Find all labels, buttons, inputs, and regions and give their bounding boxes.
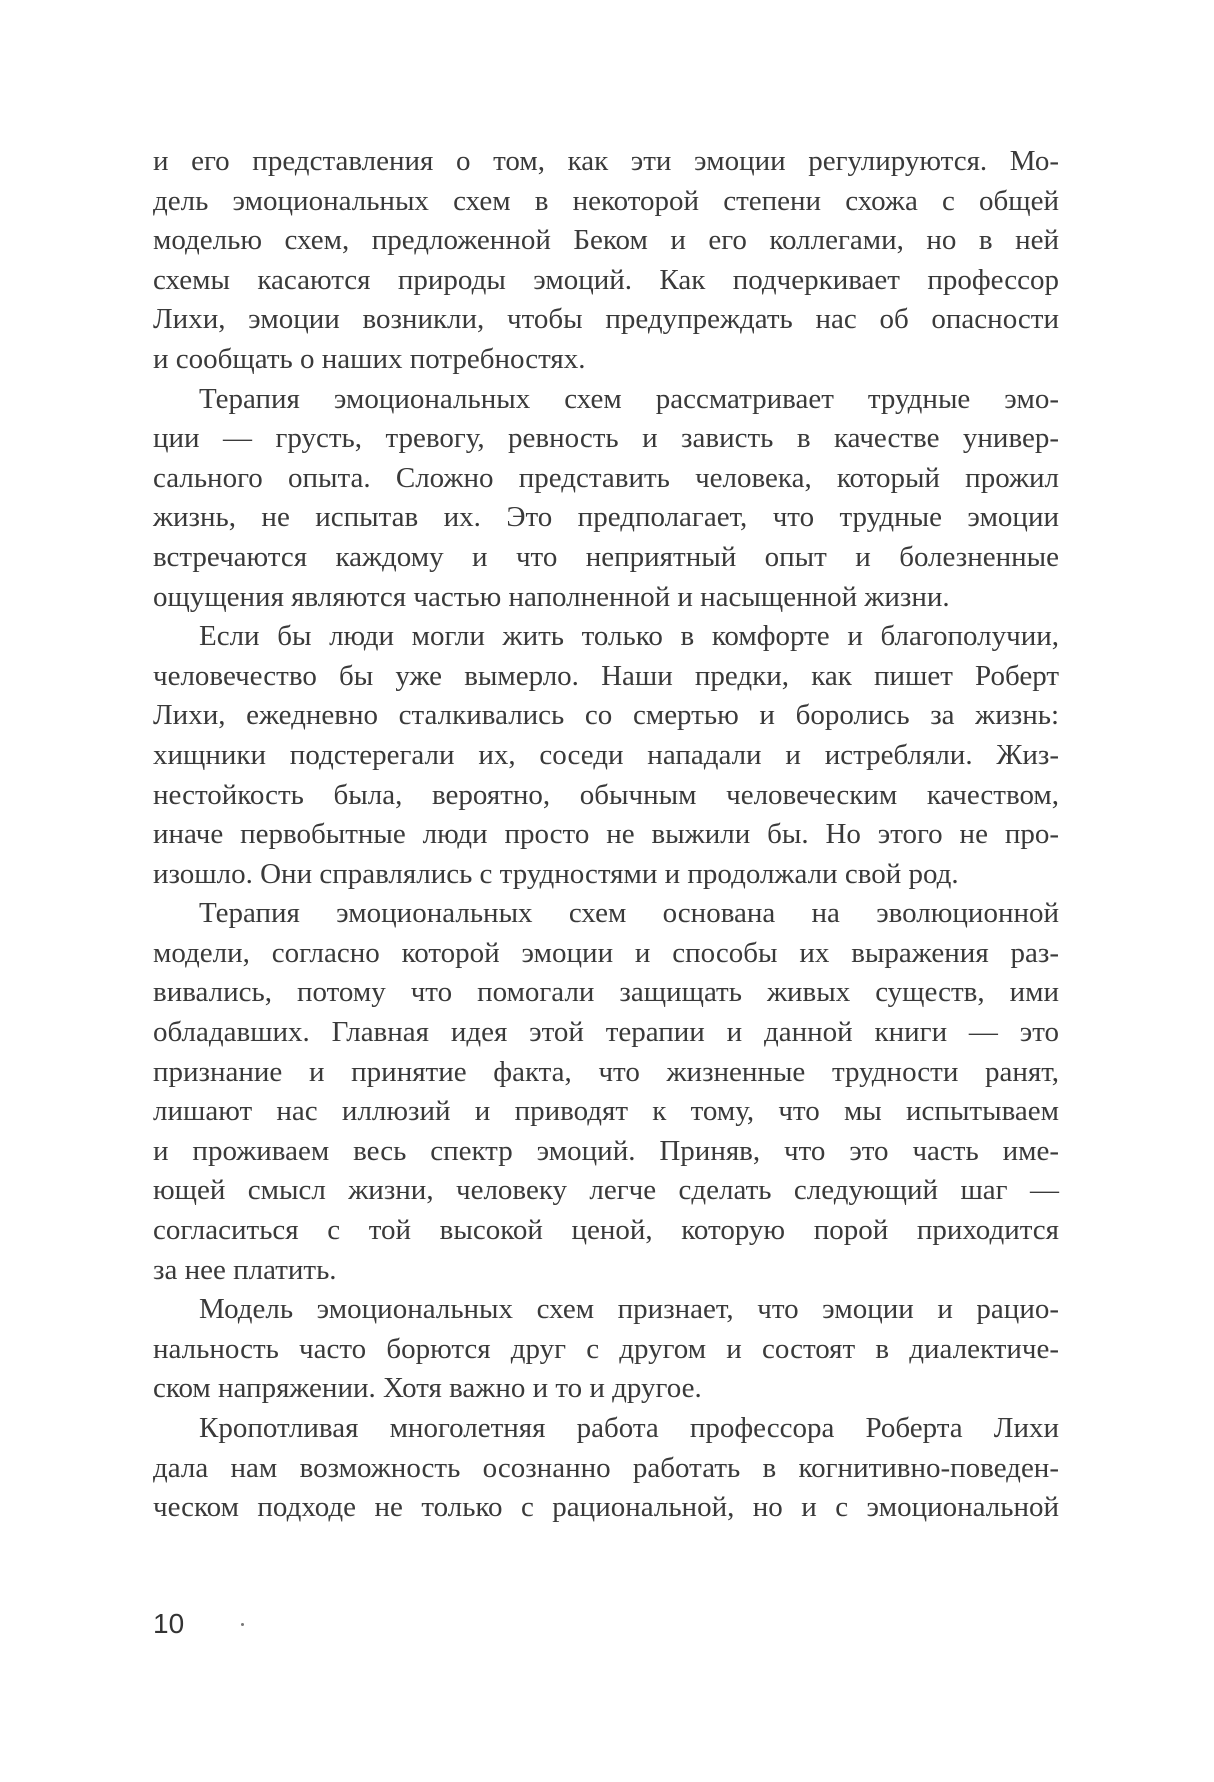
paragraph-first-line: Кропотливая многолетняя работа профессора Роберта Лихи xyxy=(199,1412,1059,1444)
text-line: ции — грусть, тревогу, ревность и зависть в качестве универ- xyxy=(153,422,1059,455)
text-line: вивались, потому что помогали защищать живых существ, ими xyxy=(153,976,1059,1009)
text-line: иначе первобытные люди просто не выжили бы. Но этого не про- xyxy=(153,818,1059,851)
text-line: ющей смысл жизни, человеку легче сделать следующий шаг — xyxy=(153,1174,1059,1207)
text-line: изошло. Они справлялись с трудностями и продолжали свой род. xyxy=(153,857,959,890)
text-line: ческом подходе не только с рациональной, но и с эмоциональной xyxy=(153,1491,1059,1524)
text-line: модели, согласно которой эмоции и способы их выражения раз- xyxy=(153,936,1059,969)
text-line: хищники подстерегали их, соседи нападали и истребляли. Жиз- xyxy=(153,738,1059,771)
paragraph-first-line: Модель эмоциональных схем признает, что эмоции и рацио- xyxy=(199,1293,1059,1326)
text-line: согласиться с той высокой ценой, которую порой приходится xyxy=(153,1214,1059,1247)
text-line: лишают нас иллюзий и приводят к тому, что мы испытываем xyxy=(153,1095,1059,1128)
text-line: нестойкость была, вероятно, обычным человеческим качеством, xyxy=(153,778,1059,811)
page-number: 10 xyxy=(153,1608,185,1639)
text-line: признание и принятие факта, что жизненные трудности ранят, xyxy=(153,1055,1059,1088)
scan-speck xyxy=(241,1623,244,1626)
paragraph-first-line: Терапия эмоциональных схем основана на эволюционной xyxy=(199,897,1059,930)
text-line: дель эмоциональных схем в некоторой степени схожа с общей xyxy=(153,184,1059,217)
body-text xyxy=(153,142,1059,1528)
paragraph-first-line: Если бы люди могли жить только в комфорте и благополучии, xyxy=(199,620,1059,653)
text-line: и его представления о том, как эти эмоции регулируются. Мо- xyxy=(153,145,1059,177)
text-line: ском напряжении. Хотя важно и то и другое. xyxy=(153,1372,702,1405)
text-line: сального опыта. Сложно представить человека, который прожил xyxy=(153,461,1059,494)
text-line: за нее платить. xyxy=(153,1253,337,1286)
text-line: Лихи, ежедневно сталкивались со смертью и боролись за жизнь: xyxy=(153,699,1059,732)
text-line: Лихи, эмоции возникли, чтобы предупреждать нас об опасности xyxy=(153,303,1059,336)
text-line: нальность часто борются друг с другом и состоят в диалектиче- xyxy=(153,1332,1059,1365)
text-line: встречаются каждому и что неприятный опыт и болезненные xyxy=(153,540,1059,573)
text-line: дала нам возможность осознанно работать в когнитивно-поведен- xyxy=(153,1451,1059,1484)
text-line: и проживаем весь спектр эмоций. Приняв, что это часть име- xyxy=(153,1134,1059,1167)
text-line: ощущения являются частью наполненной и насыщенной жизни. xyxy=(153,580,950,613)
text-line: моделью схем, предложенной Беком и его коллегами, но в ней xyxy=(153,224,1059,257)
text-line: и сообщать о наших потребностях. xyxy=(153,342,586,375)
text-line: схемы касаются природы эмоций. Как подчеркивает профессор xyxy=(153,263,1059,296)
text-line: обладавших. Главная идея этой терапии и данной книги — это xyxy=(153,1016,1059,1049)
text-line: жизнь, не испытав их. Это предполагает, что трудные эмоции xyxy=(153,501,1059,534)
paragraph-first-line: Терапия эмоциональных схем рассматривает трудные эмо- xyxy=(199,382,1059,415)
text-line: человечество бы уже вымерло. Наши предки, как пишет Роберт xyxy=(153,659,1059,692)
